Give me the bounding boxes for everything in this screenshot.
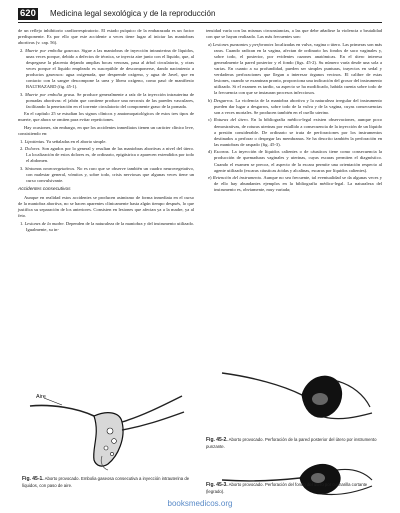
list-item: b) Desgarros. La violencia de la maniobra abortiva y la naturaleza irregular del instrumento pueden dar lugar a desgarros, sobre todo de la vulva y de la vagina, cuyas consecuencias son a veces mortales. Se producen también en el cuello uterino. xyxy=(208,97,383,115)
running-head-title: Medicina legal sexológica y de la reproducción xyxy=(50,9,216,18)
figure-45-2-illustration xyxy=(212,355,382,435)
paragraph: En el capítulo 25 se estudian los signos clínicos y anatomopatológicos de estos tres tipos de muerte, que ahora se omiten para evitar repeticiones. xyxy=(18,111,194,123)
right-column xyxy=(206,28,382,195)
list-item: 1. Lesiones de la madre. Dependen de la naturaleza de la maniobra y del instrumento utilizado. Igualmente, su in- xyxy=(20,220,195,232)
figure-caption: Fig. 45-1. Aborto provocado. Embolia gaseosa consecutiva a inyección intrauterina de líquidos, con paso de aire. xyxy=(22,476,190,488)
list-item: 2. Muerte por embolia gaseosa. Sigue a las maniobras de inyección intrauterina de líquidos, unas veces porque, debido a defectos de técnica, se inyecta aire junto con el líquido, que, al despegarse la placenta dejando amplias bocas venosas, pasa al árbol circulatorio, y otras veces porque el líquido empleado es susceptible de descomponerse, dando nacimiento a productos gaseosos: agua oxigenada, que desprende oxígeno, y agua de Javel, que en contacto con la sangre descompone la urea y libera oxígeno, como pasó de manifiesto BALTHAZARD (fig. 45-1). xyxy=(20,47,194,90)
paragraph: Aunque en realidad estos accidentes se producen asimismo de forma inmediata en el curso de la maniobra abortiva, no se hacen aparentes clínicamente hasta algún tiempo después, lo que justifica su separación de los anteriores. Consisten en lesiones que afectan ya a la madre, ya al feto. xyxy=(18,195,194,219)
list-item: a) Lesiones punzantes y perforantes localizadas en vulva, vagina o útero. Las primeras son más raras. Cuando radican en la vagina, afectan de ordinario los fondos de saco vaginales y, sobre todo, el posterior, por evidentes razones anatómicas. En el útero interesa generalmente la pared posterior y el fondo (figs. 45-2). Su número varía desde una sola a varias. En cuanto a su profundidad, pueden ser simples punturas, trayectos en sedal y verdaderas perforaciones que llegan a interesar órganos vecinos. El calibre de estas lesiones, cuando se examinan pronto, proporciona una indicación del grosor del instrumento utilizado. Si el examen es tardío, su aspecto se ha modificado, habida cuenta sobre todo de la frecuencia con que se instauran procesos infecciosos. xyxy=(208,41,383,96)
left-column xyxy=(18,28,194,234)
figure-45-3-illustration xyxy=(212,452,382,502)
running-header xyxy=(18,8,382,23)
figure-air-label: Aire xyxy=(36,394,46,400)
footer-site-link[interactable]: booksmedicos.org xyxy=(167,499,233,508)
figure-caption: Fig. 45-2. Aborto provocado. Perforación de la pared posterior del útero por instrumento punzante. xyxy=(206,437,377,449)
page-number: 620 xyxy=(20,8,36,19)
list-item: 3. Síntomas neurovegetativos. No es raro que se observe también un cuadro neurovegetativo, con malestar general, vómitos y, sobre todo, crisis nerviosas que algunas veces tiene un curso convulsivante. xyxy=(20,165,194,183)
section-heading: Accidentes consecutivos xyxy=(18,186,71,192)
list-item: c) Roturas del útero. En la bibliografía médico-legal existen observaciones, aunque poco demostrativas, de roturas uterinas por estallido a consecuencia de la inyección de un líquido a presión considerable. De ordinario se trata de perforaciones por los instrumentos destinados a perforar o despegar las membranas. Se ha descrito también la perforación en las maniobras de raspado (fig. 45-3). xyxy=(208,117,382,147)
paragraph: de un reflejo inhibitorio cardiorrespiratorio. El estado psíquico de la embarazada es un factor predisponente. Es por ello que este accidente a veces tiene lugar al iniciar las maniobras abortivas (v. cap. 56). xyxy=(18,28,194,46)
figure-caption: Fig. 45-3. Aborto provocado. Perforación del fondo del útero por cucharilla cortante (legrado). xyxy=(206,482,368,494)
list-item: 1. Lipotimias. Ya señaladas en el aborto simple. xyxy=(20,138,107,144)
paragraph: Hay ocasiones, sin embargo, en que los accidentes inmediatos tienen un carácter clínico leve, consistiendo en: xyxy=(18,124,194,137)
paragraph: tensidad varía con las mismas circunstancias, a las que debe añadirse la violencia o brutalidad con que se hayan realizado. Las más frecuentes son: xyxy=(206,28,382,40)
list-item: e) Retención del instrumento. Aunque no sea frecuente, tal eventualidad se da algunas veces y de ello hay abundantes ejemplos en la bibliografía médico-legal. La naturaleza del instrumento es, obviamente, muy variada; xyxy=(208,175,382,193)
list-item: d) Escaras. La inyección de líquidos calientes o de cáusticos tiene como consecuencia la producción de quemaduras vaginales y uterinas, cuyas escaras permiten el diagnóstico. Cuando el examen se precoz, el aspecto de la escara permite una orientación respecto al agente utilizado (escaras cáusticas ácidas y alcalinas, escaras por líquidos calientes). xyxy=(208,149,382,173)
list-item: 3. Muerte por embolia grasa. Se produce generalmente a raíz de la inyección intrauterina de pomadas abortivas: el jabón que contiene produce una necrosis de las paredes vasculares, facilitando la penetración en el torrente circulatorio del componente graso de la pomada. xyxy=(20,91,194,109)
figure-45-1-illustration xyxy=(22,386,192,474)
list-item: 2. Dolores. Son agudos por lo general y resultan de las maniobras abortivas a nivel del útero. La localización de estos dolores es, de ordinario, epigástrica o aparecen extendidos por todo el abdomen. xyxy=(20,146,194,164)
